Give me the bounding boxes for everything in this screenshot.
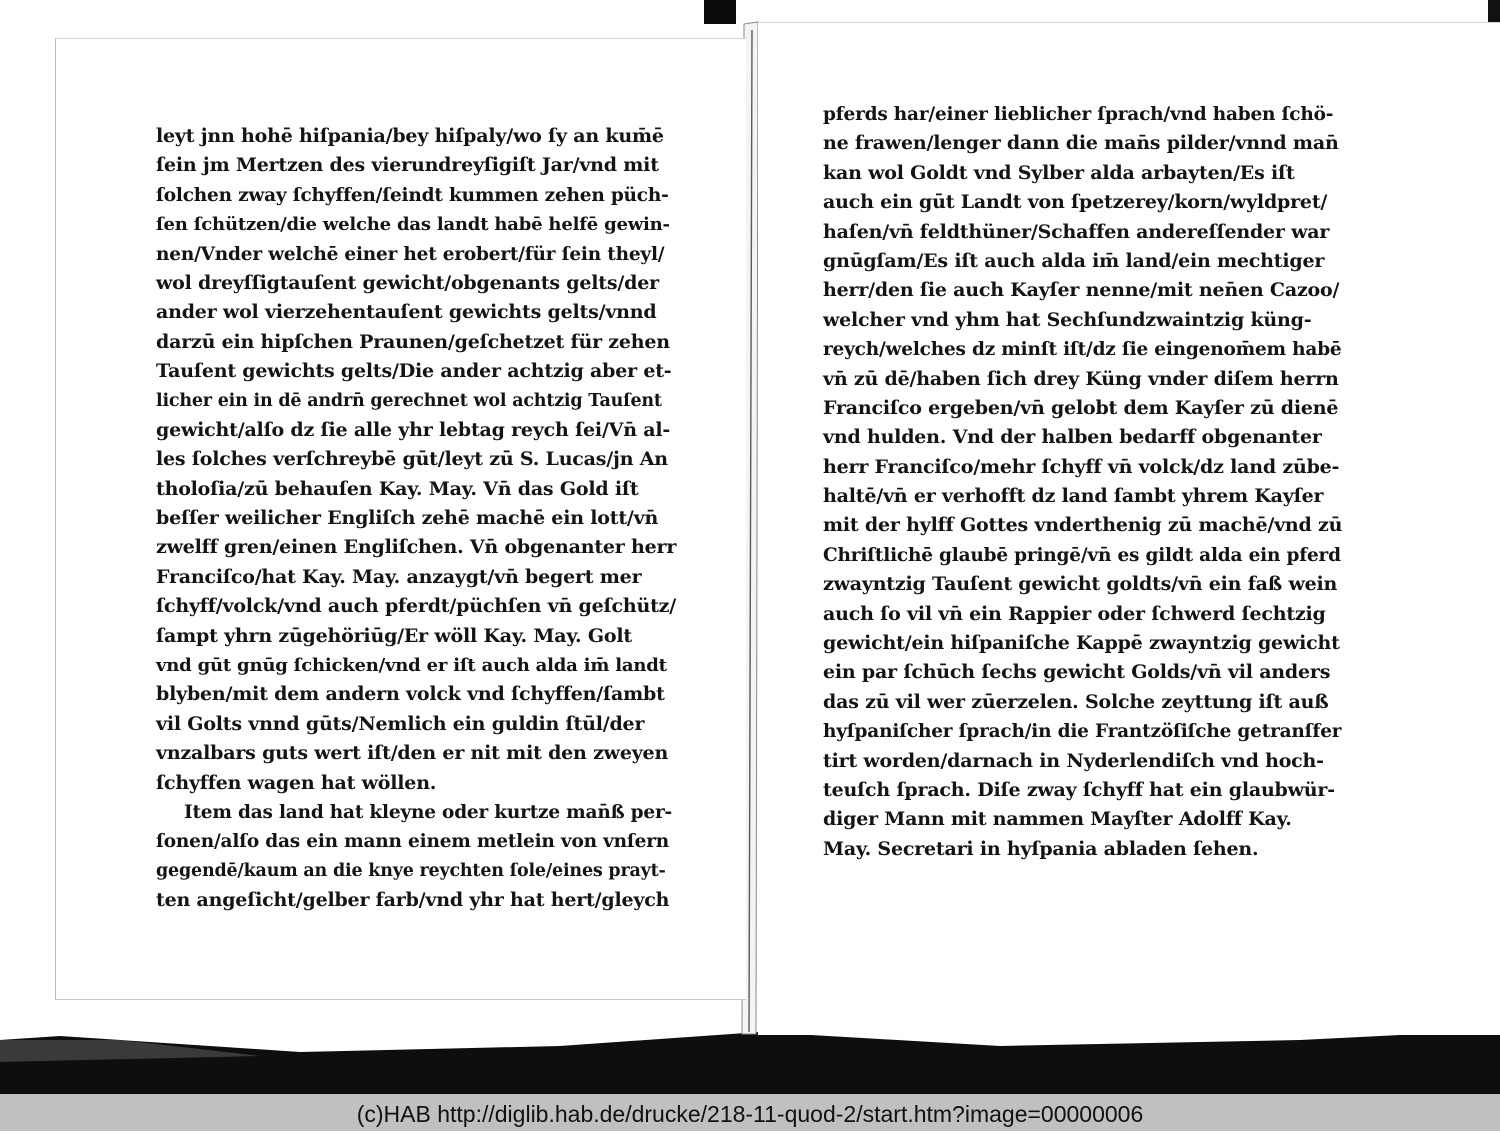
text-line: auch ſo vil vn̄ ein Rappier oder ſchwerd ſechtzig (823, 602, 1326, 625)
text-line: ten angeſicht/gelber farb/vnd yhr hat hert/gleych (156, 889, 670, 912)
text-line: reych/welches dz minſt iſt/dz ſie eingenom̄em habē (823, 339, 1342, 361)
text-line: licher ein in dē andrn̄ gerechnet wol achtzig Tauſent (156, 390, 662, 411)
text-line: tirt worden/darnach in Nyderlendiſch vnd hoch- (823, 749, 1324, 772)
text-line: gegendē/kaum an die knye reychten ſole/eines prayt- (156, 860, 666, 881)
left-page-text (156, 122, 676, 916)
text-line: haltē/vn̄ er verhofft dz land ſambt yhrem Kayſer (823, 485, 1324, 508)
text-line: ander wol vierzehentauſent gewichts gelts/vnnd (156, 301, 657, 324)
text-line: ſchyffen wagen hat wöllen. (156, 771, 437, 794)
text-line: zwayntzig Tauſent gewicht goldts/vn̄ ein faß wein (823, 573, 1338, 596)
text-line: pferds har/einer lieblicher ſprach/vnd haben ſchö- (823, 104, 1334, 125)
text-line: darzū ein hipſchen Praunen/geſchetzet für zehen (156, 330, 670, 353)
text-line: mit der hylff Gottes vnderthenig zū machē/vnd zū (823, 514, 1343, 537)
text-line: hyſpaniſcher ſprach/in die Frantzöſiſche getranſfer (823, 721, 1342, 743)
text-line: Franciſco/hat Kay. May. anzaygt/vn̄ begert mer (156, 565, 642, 588)
text-line: blyben/mit dem andern volck vnd ſchyffen/ſambt (156, 683, 665, 706)
text-line: das zū vil wer zūerzelen. Solche zeyttung iſt auß (823, 690, 1329, 713)
text-line: herr Franciſco/mehr ſchyff vn̄ volck/dz land zūbe- (823, 455, 1340, 478)
text-line: gewicht/ein hiſpaniſche Kappē zwayntzig gewicht (823, 632, 1340, 655)
text-line: vnzalbars guts wert iſt/den er nit mit den zweyen (156, 742, 669, 765)
text-line: ſolchen zway ſchyffen/ſeindt kummen zehen püch- (156, 184, 669, 206)
text-line: ſein jm Mertzen des vierundreyſigiſt Jar/vnd mit (156, 154, 659, 177)
text-line: les ſolches verſchreybē gūt/leyt zū S. Lucas/jn An (156, 448, 668, 471)
text-line: ſen ſchützen/die welche das landt habē helfē gewin- (156, 214, 670, 236)
left-page (55, 38, 746, 1000)
text-line: Franciſco ergeben/vn̄ gelobt dem Kayſer zū dienē (823, 396, 1339, 419)
text-line: teuſch ſprach. Diſe zway ſchyff hat ein glaubwür- (823, 778, 1335, 801)
text-line: nen/Vnder welchē einer het erobert/für ſein theyl/ (156, 243, 665, 265)
text-line: ein par ſchūch ſechs gewicht Golds/vn̄ vil anders (823, 661, 1331, 684)
text-line: wol dreyſſigtauſent gewicht/obgenants gelts/der (156, 271, 659, 294)
text-line: vn̄ zū dē/haben ſich drey Küng vnder diſem herrn (823, 367, 1339, 390)
binding-top (704, 0, 736, 24)
text-line: tholoſia/zū behauſen Kay. May. Vn̄ das Gold iſt (156, 477, 639, 500)
right-page (758, 22, 1500, 1035)
text-line: gnūgſam/Es iſt auch alda im̄ land/ein mechtiger (823, 249, 1325, 272)
text-line: gewicht/alſo dz ſie alle yhr lebtag reych ſei/Vn̄ al- (156, 418, 671, 441)
text-line: zwelff gren/einen Engliſchen. Vn̄ obgenanter herr (156, 536, 677, 559)
text-line: Chriſtlichē glaubē pringē/vn̄ es gildt alda ein pferd (823, 544, 1341, 566)
text-line: vil Golts vnnd gūts/Nemlich ein guldin ſtūl/der (156, 712, 645, 735)
right-page-text (823, 100, 1343, 864)
text-line: ſampt yhrn zūgehöriūg/Er wöll Kay. May. Golt (156, 624, 632, 647)
text-line: Item das land hat kleyne oder kurtze man̄ß per- (184, 801, 673, 823)
text-line: Tauſent gewichts gelts/Die ander achtzig aber et- (156, 360, 672, 383)
text-line: beſſer weilicher Engliſch zehē machē ein lott/vn̄ (156, 507, 659, 530)
text-line: auch ein gūt Landt von ſpetzerey/korn/wyldpret/ (823, 191, 1328, 214)
text-line: vnd gūt gnūg ſchicken/vnd er iſt auch alda im̄ landt (156, 655, 667, 677)
text-line: ne frawen/lenger dann die man̄s pilder/vnnd man̄ (823, 132, 1339, 155)
text-line: vnd hulden. Vnd der halben bedarff obgenanter (823, 426, 1322, 449)
text-line: haſen/vn̄ feldthüner/Schaffen andereſſender war (823, 220, 1330, 243)
text-line: herr/den ſie auch Kayſer nenne/mit nen̄en Cazoo/ (823, 279, 1340, 302)
text-line: ſchyff/volck/vnd auch pferdt/püchſen vn̄ geſchütz/ (156, 595, 677, 618)
text-line: kan wol Goldt vnd Sylber alda arbayten/Es iſt (823, 161, 1295, 184)
copyright-url-caption: (c)HAB http://diglib.hab.de/drucke/218-11-quod-2/start.htm?image=00000006 (0, 1094, 1500, 1131)
text-line: leyt jnn hohē hiſpania/bey hiſpaly/wo ſy an kum̄ē (156, 125, 664, 147)
text-line: May. Secretari in hyſpania abladen ſehen. (823, 837, 1259, 860)
text-line: ſonen/alſo das ein mann einem metlein von vnſern (156, 831, 669, 853)
text-line: welcher vnd yhm hat Sechſundzwaintzig küng- (823, 308, 1312, 331)
text-line: diger Mann mit nammen Mayſter Adolff Kay. (823, 808, 1292, 831)
